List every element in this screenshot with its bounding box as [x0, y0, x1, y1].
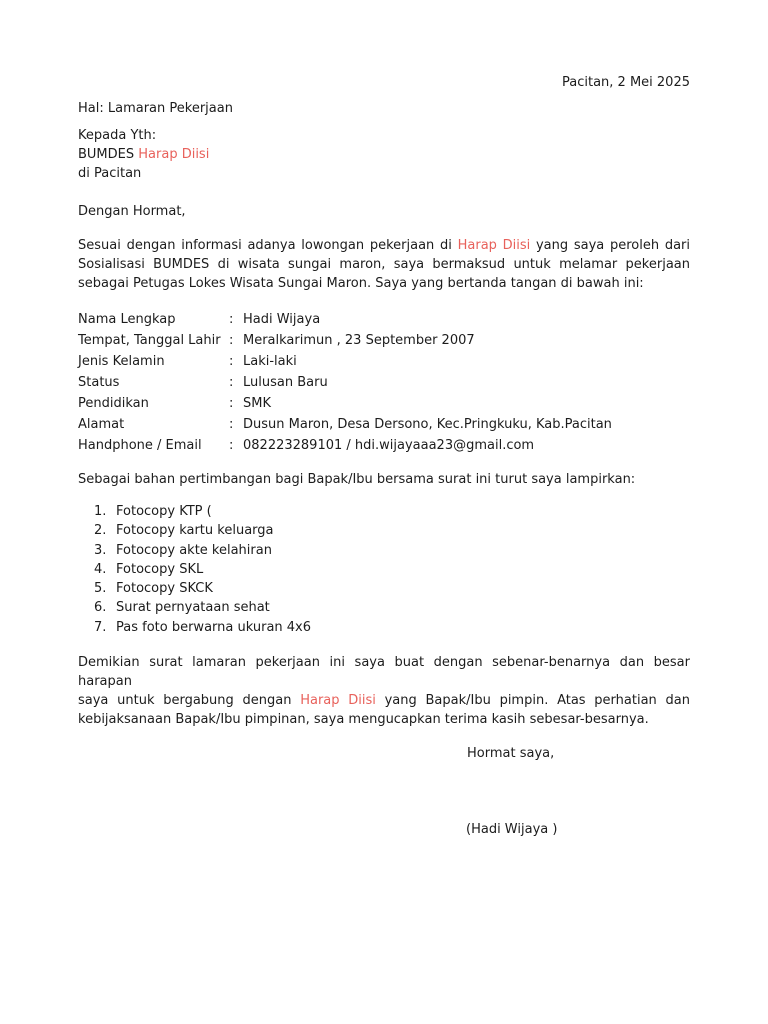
- applicant-value: 082223289101 / hdi.wijayaaa23@gmail.com: [243, 438, 535, 453]
- recipient-org: BUMDES: [78, 147, 139, 162]
- applicant-colon: :: [229, 354, 234, 369]
- intro-line-1b: yang saya peroleh dari: [530, 238, 690, 253]
- letter-date: Pacitan, 2 Mei 2025: [562, 75, 690, 90]
- applicant-label: Handphone / Email: [78, 438, 202, 453]
- applicant-label: Status: [78, 375, 120, 390]
- closing-line-2: [78, 691, 690, 710]
- attachment-text: Fotocopy SKCK: [116, 581, 213, 597]
- attachment-text: Fotocopy akte kelahiran: [116, 542, 272, 558]
- applicant-value: Dusun Maron, Desa Dersono, Kec.Pringkuku, Kab.Pacitan: [243, 417, 612, 432]
- closing-placeholder: Harap Diisi: [300, 693, 376, 708]
- closing-paragraph: [78, 653, 690, 729]
- attachment-number: 7.: [94, 619, 107, 635]
- applicant-label: Jenis Kelamin: [78, 354, 165, 369]
- closing-line-3: kebijaksanaan Bapak/Ibu pimpinan, saya mengucapkan terima kasih sebesar-besarnya.: [78, 712, 649, 727]
- attachment-text: Fotocopy kartu keluarga: [116, 523, 274, 539]
- attachment-number-wrap: [78, 560, 116, 579]
- applicant-colon: :: [229, 312, 234, 327]
- attachment-number-wrap: [78, 598, 116, 617]
- applicant-row: [78, 414, 612, 435]
- signature-name: (Hadi Wijaya ): [466, 822, 558, 837]
- applicant-value: Hadi Wijaya: [243, 312, 321, 327]
- applicant-label: Nama Lengkap: [78, 312, 176, 327]
- attachment-item: [78, 618, 311, 637]
- recipient-line-3: di Pacitan: [78, 166, 142, 181]
- attachment-item: [78, 541, 311, 560]
- applicant-row: [78, 351, 612, 372]
- intro-line-1: [78, 236, 690, 255]
- attachment-text: Surat pernyataan sehat: [116, 600, 270, 616]
- attachment-number: 6.: [94, 600, 107, 616]
- attachment-text: Fotocopy SKL: [116, 561, 204, 577]
- applicant-value: Laki-laki: [243, 354, 297, 369]
- recipient-line-1: Kepada Yth:: [78, 128, 157, 143]
- attachment-number: 4.: [94, 561, 107, 577]
- closing-line-2a: saya untuk bergabung dengan: [78, 693, 301, 708]
- letter-subject: Hal: Lamaran Pekerjaan: [78, 101, 233, 116]
- intro-line-1a: Sesuai dengan informasi adanya lowongan pekerjaan di: [78, 238, 458, 253]
- attachment-number-wrap: [78, 618, 116, 637]
- attachment-text: Fotocopy KTP (: [116, 504, 212, 519]
- attachment-number-wrap: [78, 541, 116, 560]
- attachment-number: 3.: [94, 542, 107, 558]
- applicant-label: Pendidikan: [78, 396, 149, 411]
- recipient-line-2: [78, 146, 209, 164]
- applicant-value: Lulusan Baru: [243, 375, 328, 390]
- applicant-details-table: [78, 309, 612, 456]
- intro-line-3: sebagai Petugas Lokes Wisata Sungai Maron. Saya yang bertanda tangan di bawah ini:: [78, 276, 644, 291]
- attachment-number: 1.: [94, 504, 107, 519]
- closing-line-2b: yang Bapak/Ibu pimpin. Atas perhatian dan: [375, 693, 690, 708]
- applicant-label: Tempat, Tanggal Lahir: [78, 333, 221, 348]
- applicant-colon: :: [229, 333, 234, 348]
- attachment-item: [78, 502, 311, 521]
- closing-salutation: Hormat saya,: [467, 746, 555, 761]
- recipient-placeholder: Harap Diisi: [138, 147, 210, 162]
- attachment-number-wrap: [78, 502, 116, 521]
- intro-placeholder: Harap Diisi: [457, 238, 531, 253]
- attachment-item: [78, 579, 311, 598]
- applicant-row: [78, 435, 612, 456]
- applicant-colon: :: [229, 396, 234, 411]
- applicant-colon: :: [229, 417, 234, 432]
- applicant-label: Alamat: [78, 417, 125, 432]
- applicant-colon: :: [229, 438, 234, 453]
- intro-paragraph: [78, 236, 690, 293]
- applicant-row: [78, 393, 612, 414]
- attachments-intro-text: Sebagai bahan pertimbangan bagi Bapak/Ibu bersama surat ini turut saya lampirkan:: [78, 472, 636, 487]
- attachment-number-wrap: [78, 579, 116, 598]
- applicant-value: Meralkarimun , 23 September 2007: [243, 333, 475, 348]
- applicant-row: [78, 372, 612, 393]
- attachment-number-wrap: [78, 521, 116, 540]
- applicant-row: [78, 309, 612, 330]
- closing-line-1: Demikian surat lamaran pekerjaan ini saya buat dengan sebenar-benarnya dan besar harapan: [78, 655, 690, 689]
- intro-line-2: Sosialisasi BUMDES di wisata sungai maron, saya bermaksud untuk melamar pekerjaan: [78, 257, 690, 272]
- attachments-intro: [78, 470, 690, 489]
- attachment-item: [78, 521, 311, 540]
- attachment-item: [78, 598, 311, 617]
- attachment-number: 2.: [94, 523, 107, 539]
- attachment-text: Pas foto berwarna ukuran 4x6: [116, 619, 312, 635]
- attachment-item: [78, 560, 311, 579]
- applicant-row: [78, 330, 612, 351]
- applicant-colon: :: [229, 375, 234, 390]
- attachments-list: [78, 502, 311, 637]
- attachment-number: 5.: [94, 581, 107, 597]
- applicant-value: SMK: [243, 396, 271, 411]
- greeting: Dengan Hormat,: [78, 204, 186, 219]
